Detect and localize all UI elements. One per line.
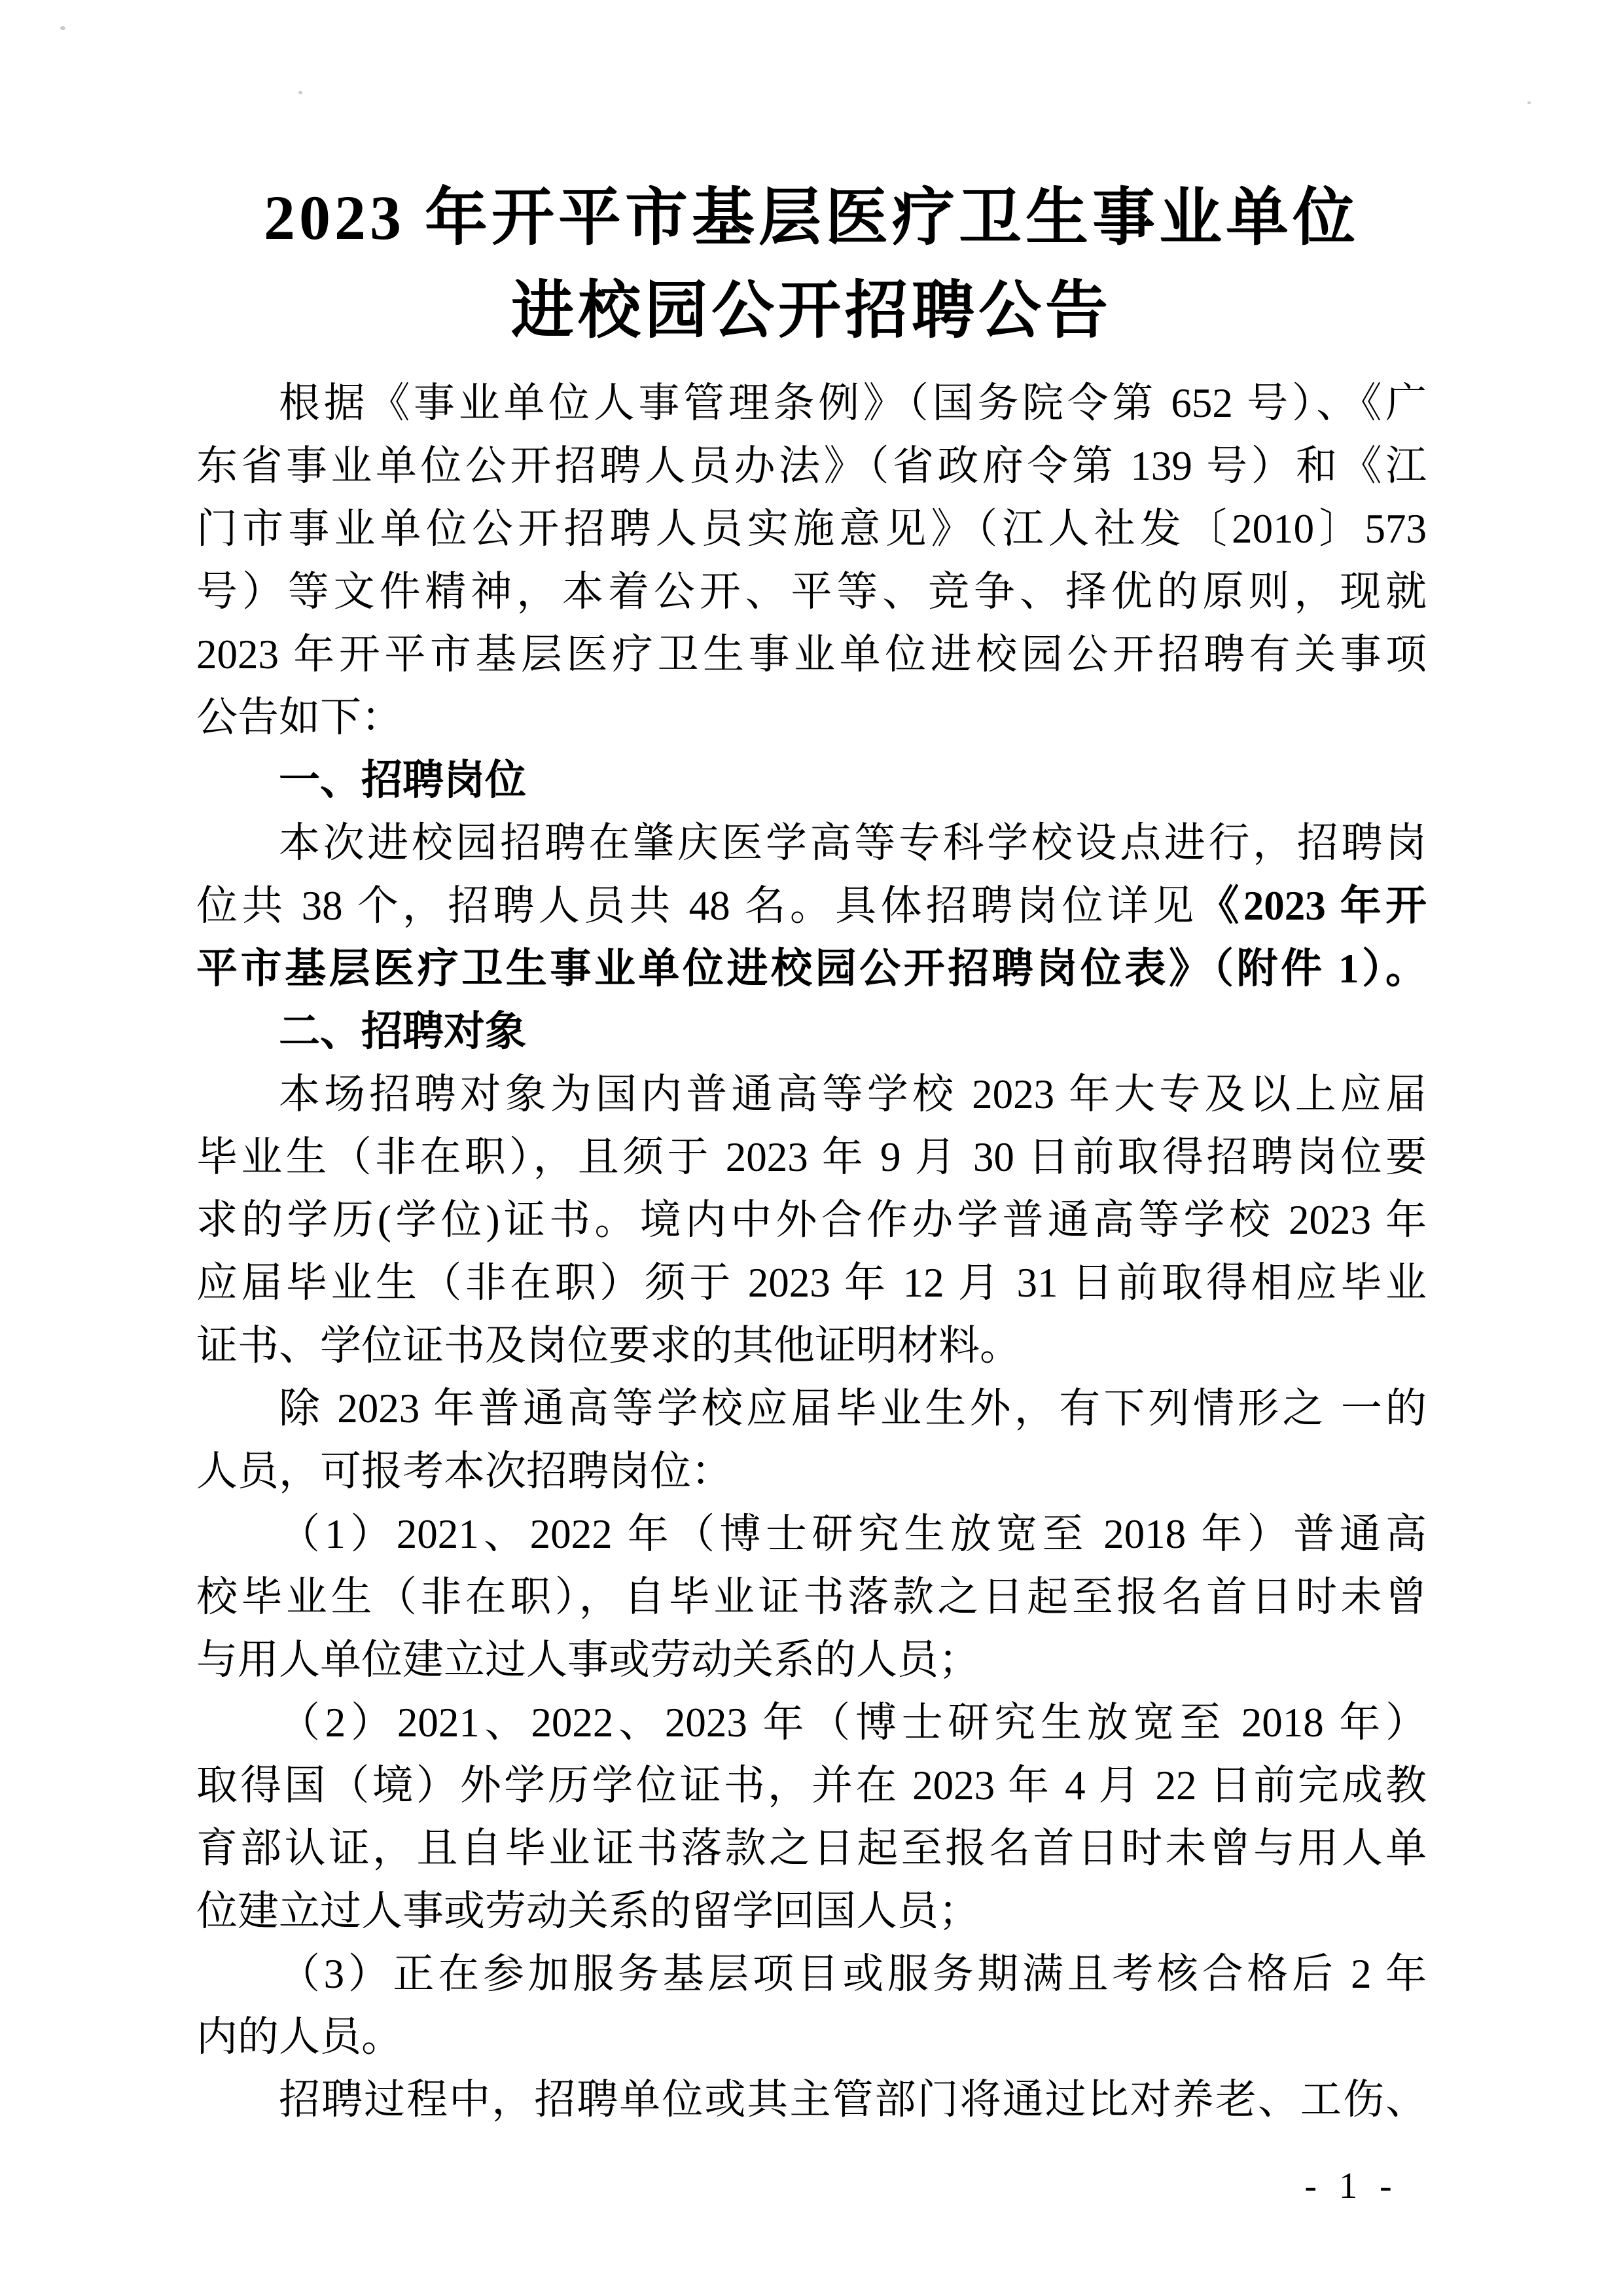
text-line [196, 497, 1427, 560]
text-run: 《2023 年开 [1198, 883, 1427, 929]
text-line [196, 1440, 1427, 1503]
text-line [196, 1314, 1427, 1377]
text-line [196, 937, 1427, 1000]
text-run: 招聘过程中，招聘单位或其主管部门将通过比对养老、工伤、 [279, 2077, 1427, 2123]
scan-speck [60, 26, 65, 30]
text-line [196, 1628, 1427, 1691]
text-run: 证书、学位证书及岗位要求的其他证明材料。 [196, 1323, 1021, 1369]
text-run: 位建立过人事或劳动关系的留学回国人员； [196, 1888, 980, 1934]
text-line [196, 623, 1427, 686]
section-heading [196, 749, 1427, 812]
text-run: 位共 38 个，招聘人员共 48 名。具体招聘岗位详见 [196, 883, 1198, 929]
document-title-line-1: 2023 年开平市基层医疗卫生事业单位 [264, 183, 1359, 253]
text-run: 毕业生（非在职），且须于 2023 年 9 月 30 日前取得招聘岗位要 [196, 1134, 1427, 1180]
text-run: 东省事业单位公开招聘人员办法》（省政府令第 139 号）和《江 [196, 443, 1427, 489]
text-run: 取得国（境）外学历学位证书，并在 2023 年 4 月 22 日前完成教 [196, 1763, 1427, 1808]
text-line [196, 1063, 1427, 1126]
scan-speck [298, 91, 302, 94]
text-line [196, 1566, 1427, 1628]
text-run: 人员，可报考本次招聘岗位： [196, 1448, 732, 1494]
section-heading [196, 1000, 1427, 1063]
text-line [196, 2068, 1427, 2131]
document-title-line-2: 进校园公开招聘公告 [511, 276, 1112, 346]
text-line [196, 1817, 1427, 1880]
text-run: 本场招聘对象为国内普通高等学校 2023 年大专及以上应届 [279, 1071, 1427, 1117]
text-run: 育部认证，且自毕业证书落款之日起至报名首日时未曾与用人单 [196, 1825, 1427, 1871]
document-title [0, 171, 1623, 357]
text-line [196, 1189, 1427, 1251]
text-line [196, 1943, 1427, 2005]
text-run: 2023 年开平市基层医疗卫生事业单位进校园公开招聘有关事项 [196, 632, 1427, 677]
text-run: 平市基层医疗卫生事业单位进校园公开招聘岗位表》（附件 1）。 [196, 946, 1427, 992]
text-line [196, 1691, 1427, 1754]
document-body [196, 372, 1427, 2131]
text-run: 校毕业生（非在职），自毕业证书落款之日起至报名首日时未曾 [196, 1574, 1427, 1620]
text-line [196, 686, 1427, 749]
text-line [196, 874, 1427, 937]
text-run: （3）正在参加服务基层项目或服务期满且考核合格后 2 年 [279, 1951, 1427, 1997]
text-line [196, 1377, 1427, 1440]
text-run: 求的学历(学位)证书。境内中外合作办学普通高等学校 2023 年 [196, 1197, 1427, 1243]
page-number: - 1 - [1304, 2166, 1399, 2206]
text-run: 一、招聘岗位 [279, 757, 526, 803]
text-run: 内的人员。 [196, 2014, 402, 2060]
text-line [196, 1880, 1427, 1943]
text-line [196, 560, 1427, 623]
text-run: 根据《事业单位人事管理条例》（国务院令第 652 号）、《广 [279, 380, 1427, 426]
text-line [196, 2005, 1427, 2068]
text-run: 应届毕业生（非在职）须于 2023 年 12 月 31 日前取得相应毕业 [196, 1260, 1427, 1306]
text-run: 除 2023 年普通高等学校应届毕业生外，有下列情形之 一的 [279, 1386, 1427, 1431]
text-line [196, 812, 1427, 874]
text-run: 号）等文件精神，本着公开、平等、竞争、择优的原则，现就 [196, 569, 1427, 615]
text-run: 公告如下： [196, 694, 402, 740]
scan-speck [1527, 101, 1531, 104]
text-run: 二、招聘对象 [279, 1009, 526, 1054]
text-line [196, 1503, 1427, 1566]
text-line [196, 1754, 1427, 1817]
text-run: （2）2021、2022、2023 年（博士研究生放宽至 2018 年） [279, 1700, 1427, 1746]
text-run: （1）2021、2022 年（博士研究生放宽至 2018 年）普通高 [279, 1511, 1427, 1557]
text-run: 本次进校园招聘在肇庆医学高等专科学校设点进行，招聘岗 [279, 820, 1427, 866]
text-run: 门市事业单位公开招聘人员实施意见》（江人社发〔2010〕573 [196, 506, 1427, 552]
text-line [196, 1126, 1427, 1189]
text-line [196, 1251, 1427, 1314]
text-line [196, 372, 1427, 435]
text-line [196, 435, 1427, 497]
text-run: 与用人单位建立过人事或劳动关系的人员； [196, 1637, 980, 1683]
